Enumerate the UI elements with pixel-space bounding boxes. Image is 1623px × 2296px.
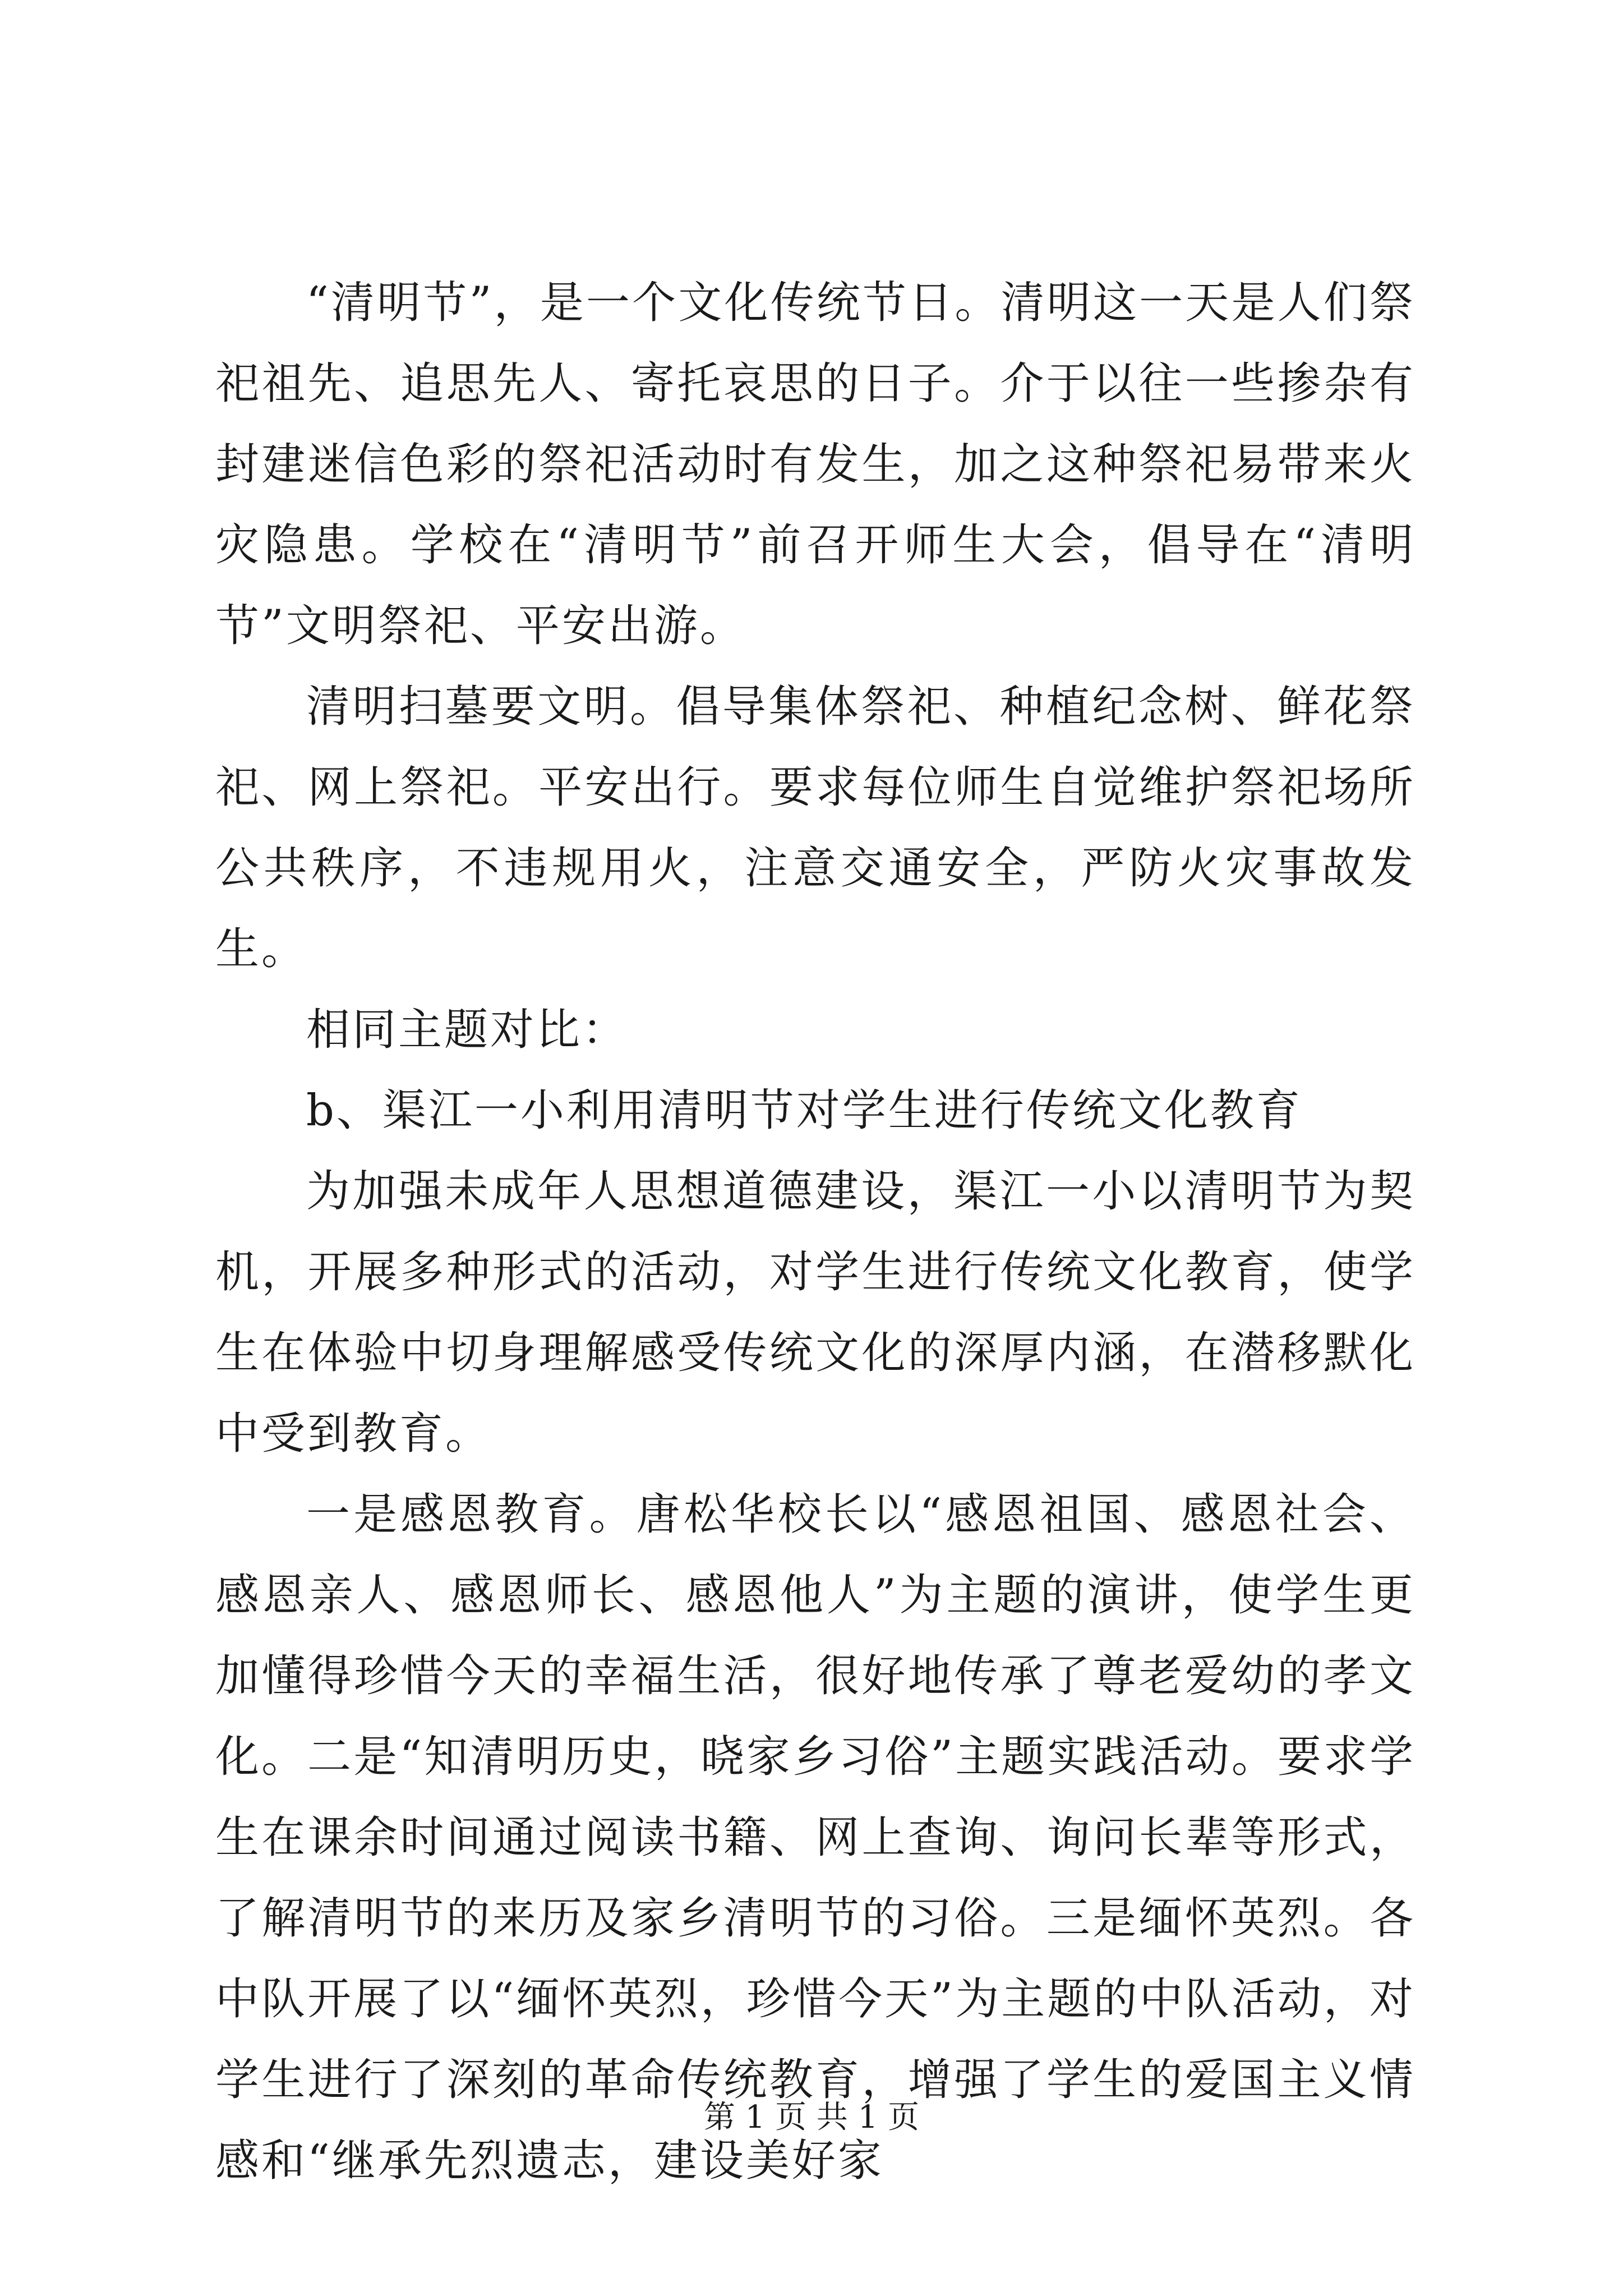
paragraph-article-intro: 为加强未成年人思想道德建设，渠江一小以清明节为契机，开展多种形式的活动，对学生进行传统文化教育，使学生在体验中切身理解感受传统文化的深厚内涵，在潜移默化中受到教育。 (215, 1166, 1415, 1459)
paragraph-civilized-sweeping: 清明扫墓要文明。倡导集体祭祀、种植纪念树、鲜花祭祀、网上祭祀。平安出行。要求每位师生自觉维护祭祀场所公共秩序，不违规用火，注意交通安全，严防火灾事故发生。 (215, 682, 1415, 974)
paragraph-article-title: b、渠江一小利用清明节对学生进行传统文化教育 (306, 1085, 1302, 1136)
paragraph-article-activities: 一是感恩教育。唐松华校长以“感恩祖国、感恩社会、感恩亲人、感恩师长、感恩他人”为主题的演讲，使学生更加懂得珍惜今天的幸福生活，很好地传承了尊老爱幼的孝文化。二是“知清明历史，晓家乡习俗”主题实践活动。要求学生在课余时间通过阅读书籍、网上查询、询问长辈等形式，了解清明节的来历及家乡清明节的习俗。三是缅怀英烈。各中队开展了以“缅怀英烈，珍惜今天”为主题的中队活动，对学生进行了深刻的革命传统教育，增强了学生的爱国主义情感和“继承先烈遗志，建设美好家 (215, 1489, 1415, 2186)
document-body (215, 263, 1415, 2201)
page-footer: 第 1 页 共 1 页 (703, 2099, 920, 2136)
paragraph-same-theme-heading: 相同主题对比： (306, 1005, 629, 1055)
paragraph-intro: “清明节”，是一个文化传统节日。清明这一天是人们祭祀祖先、追思先人、寄托哀思的日子。介于以往一些掺杂有封建迷信色彩的祭祀活动时有发生，加之这种祭祀易带来火灾隐患。学校在“清明节”前召开师生大会，倡导在“清明节”文明祭祀、平安出游。 (215, 278, 1415, 651)
